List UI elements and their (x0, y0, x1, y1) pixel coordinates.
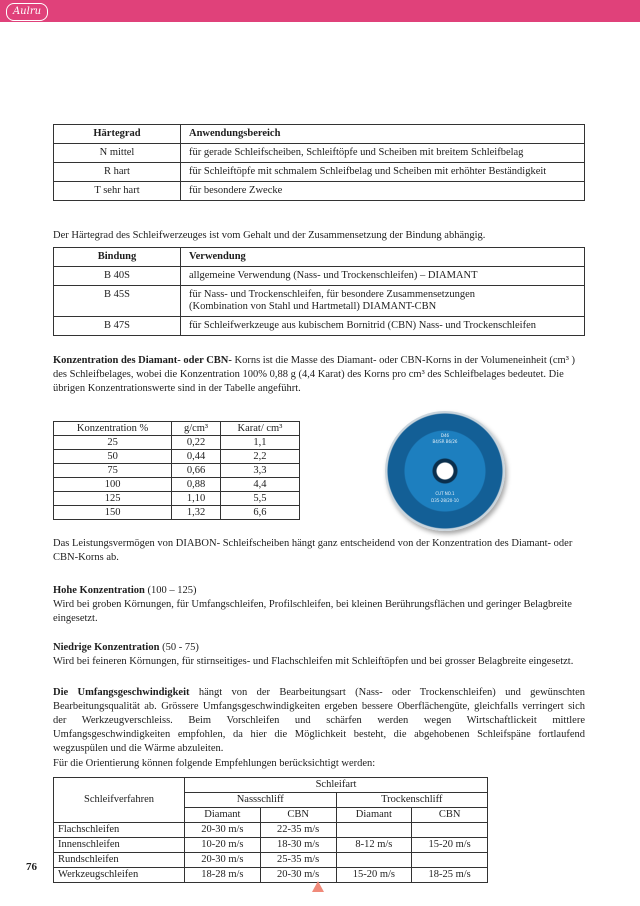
table-cell: Flachschleifen (54, 823, 185, 838)
table-cell: 0,44 (172, 450, 221, 464)
table-cell: 1,10 (172, 492, 221, 506)
table-header-row (54, 422, 300, 436)
table-header-cell: Diamant (336, 808, 412, 823)
niedrige-konzentration-paragraph (53, 641, 585, 669)
table-row (54, 267, 585, 286)
konzentration-paragraph (53, 354, 585, 396)
table-cell: B 40S (54, 267, 181, 286)
table-cell: N mittel (54, 144, 181, 163)
table-row (54, 823, 488, 838)
table-cell: Rundschleifen (54, 853, 185, 868)
leistung-paragraph: Das Leistungsvermögen von DIABON- Schleifscheiben hängt ganz entscheidend von der Konzentration des Diamant- oder CBN-Korns ab. (53, 538, 573, 563)
triangle-up-icon (312, 881, 324, 892)
table-header-cell: g/cm³ (172, 422, 221, 436)
hohe-range: (100 – 125) (144, 585, 197, 596)
table-header-cell: Trockenschliff (336, 793, 488, 808)
hohe-title: Hohe Konzentration (53, 585, 145, 596)
table-cell (336, 853, 412, 868)
table-row (54, 163, 585, 182)
table-cell: 75 (54, 464, 172, 478)
table-cell (412, 823, 488, 838)
table-header-cell: Anwendungsbereich (181, 125, 585, 144)
table-cell: 22-35 m/s (260, 823, 336, 838)
table-cell: 10-20 m/s (185, 838, 261, 853)
table-cell: 25-35 m/s (260, 853, 336, 868)
umfangsgeschwindigkeit-paragraph (53, 686, 585, 756)
table-row (54, 182, 585, 201)
haertegrad-note: Der Härtegrad des Schleifwerzeuges ist vom Gehalt und der Zusammensetzung der Bindung abhängig. (53, 230, 486, 241)
table-cell (412, 853, 488, 868)
table-cell: für Schleiftöpfe mit schmalem Schleifbelag und Scheiben mit erhöhter Beständigkeit (181, 163, 585, 182)
table-cell: 100 (54, 478, 172, 492)
schleifverfahren-table (53, 777, 488, 883)
table-header-cell: Bindung (54, 248, 181, 267)
table-cell: B 45S (54, 286, 181, 317)
table-cell: 18-25 m/s (412, 868, 488, 883)
table-row (54, 317, 585, 336)
table-cell: 0,66 (172, 464, 221, 478)
table-header-row (54, 248, 585, 267)
umfang-bold-lead: Die Umfangsgeschwindigkeit (53, 687, 190, 698)
table-row (54, 853, 488, 868)
table-cell (336, 823, 412, 838)
diamond-grinding-disc-image (385, 411, 505, 531)
table-cell: B 47S (54, 317, 181, 336)
table-row (54, 492, 300, 506)
table-cell: für Schleifwerkzeuge aus kubischem Bornitrid (CBN) Nass- und Trockenschleifen (181, 317, 585, 336)
table-header-cell: Konzentration % (54, 422, 172, 436)
table-cell: 3,3 (220, 464, 299, 478)
table-header-row (54, 125, 585, 144)
table-cell: 1,1 (220, 436, 299, 450)
table-cell: 5,5 (220, 492, 299, 506)
table-row (54, 478, 300, 492)
table-header-cell: Schleifart (185, 778, 488, 793)
table-cell: 15-20 m/s (336, 868, 412, 883)
disc-label-line: CUT NO.1 (435, 491, 455, 496)
haertegrad-table (53, 124, 585, 201)
konzentration-table (53, 421, 300, 520)
table-row (54, 506, 300, 520)
disc-label-line: D46 (440, 433, 450, 438)
disc-label-line: D35-28/20-10 (431, 498, 459, 503)
table-row (54, 868, 488, 883)
disc-label-line: B4/SR B6/26 (432, 439, 458, 444)
table-header-cell: Schleifverfahren (54, 778, 185, 823)
niedrige-text: Wird bei feineren Körnungen, für stirnseitiges- und Flachschleifen mit Schleiftöpfen und bei grosser Belagbreite eingesetzt. (53, 656, 574, 667)
orientierung-paragraph: Für die Orientierung können folgende Empfehlungen berücksichtigt werden: (53, 758, 376, 769)
table-cell: 1,32 (172, 506, 221, 520)
konzentration-text: Korns ist die Masse des Diamant- oder CBN-Korns in der Volumeneinheit (cm³ ) des Schleifbelages, wobei die Konzentration 100% 0,88 g (4,4 Karat) des Korns pro cm³ des Schleifbelages bedeutet. Die übrigen Konzentrationswerte sind in der Tabelle angeführt. (53, 355, 575, 394)
umfang-text: hängt von der Bearbeitungsart (Nass- oder Trockenschleifen) und gewünschten Bearbeitungsqualität ab. Grössere Umfangsgeschwindigkeiten ergeben bessere Oberflächengüte, gleichfalls verringert sich der Werkzeugverschleiss. Beim Vorschleifen und schärfen werden wegen Wirtschaftlickeit mittlere Umfangsgeschwindigkeiten empfohlen, da hier die Möglichkeit besteht, die abgehobenen Schleifspäne fortlaufend wegzuspülen und die Wärme abzuleiten. (53, 687, 585, 754)
bindung-table (53, 247, 585, 336)
table-cell: 15-20 m/s (412, 838, 488, 853)
page-number: 76 (26, 861, 37, 873)
table-header-cell: CBN (412, 808, 488, 823)
table-cell: R hart (54, 163, 181, 182)
table-cell: für Nass- und Trockenschleifen, für besondere Zusammensetzungen (Kombination von Stahl und Hartmetall) DIAMANT-CBN (181, 286, 585, 317)
header-bar (0, 0, 640, 22)
table-cell: 4,4 (220, 478, 299, 492)
table-cell: T sehr hart (54, 182, 181, 201)
table-cell: 0,88 (172, 478, 221, 492)
table-cell: für gerade Schleifscheiben, Schleiftöpfe und Scheiben mit breitem Schleifbelag (181, 144, 585, 163)
table-row (54, 450, 300, 464)
table-cell: 150 (54, 506, 172, 520)
table-cell: 0,22 (172, 436, 221, 450)
table-header-cell: Härtegrad (54, 125, 181, 144)
table-row (54, 144, 585, 163)
table-header-cell: Diamant (185, 808, 261, 823)
hohe-text: Wird bei groben Körnungen, für Umfangschleifen, Profilschleifen, bei kleinen Berührungsflächen und geringer Belagbreite eingesetzt. (53, 599, 572, 624)
niedrige-range: (50 - 75) (159, 642, 199, 653)
table-row (54, 464, 300, 478)
table-header-cell: Karat/ cm³ (220, 422, 299, 436)
table-cell: 18-28 m/s (185, 868, 261, 883)
konzentration-bold-lead: Konzentration des Diamant- oder CBN- (53, 355, 232, 366)
table-cell: 50 (54, 450, 172, 464)
table-cell: 20-30 m/s (185, 853, 261, 868)
table-header-cell: Verwendung (181, 248, 585, 267)
table-cell: 25 (54, 436, 172, 450)
table-cell: für besondere Zwecke (181, 182, 585, 201)
table-header-cell: CBN (260, 808, 336, 823)
table-cell: allgemeine Verwendung (Nass- und Trockenschleifen) – DIAMANT (181, 267, 585, 286)
table-cell: 18-30 m/s (260, 838, 336, 853)
brand-logo: Aulru (6, 3, 48, 21)
table-cell: Werkzeugschleifen (54, 868, 185, 883)
table-cell: 2,2 (220, 450, 299, 464)
table-cell: Innenschleifen (54, 838, 185, 853)
table-cell: 6,6 (220, 506, 299, 520)
table-header-cell: Nassschliff (185, 793, 337, 808)
hohe-konzentration-paragraph (53, 584, 585, 626)
table-cell: 20-30 m/s (260, 868, 336, 883)
table-cell: 8-12 m/s (336, 838, 412, 853)
table-row (54, 838, 488, 853)
table-cell: 125 (54, 492, 172, 506)
niedrige-title: Niedrige Konzentration (53, 642, 160, 653)
table-cell: 20-30 m/s (185, 823, 261, 838)
table-row (54, 286, 585, 317)
table-header-row (54, 778, 488, 793)
table-row (54, 436, 300, 450)
